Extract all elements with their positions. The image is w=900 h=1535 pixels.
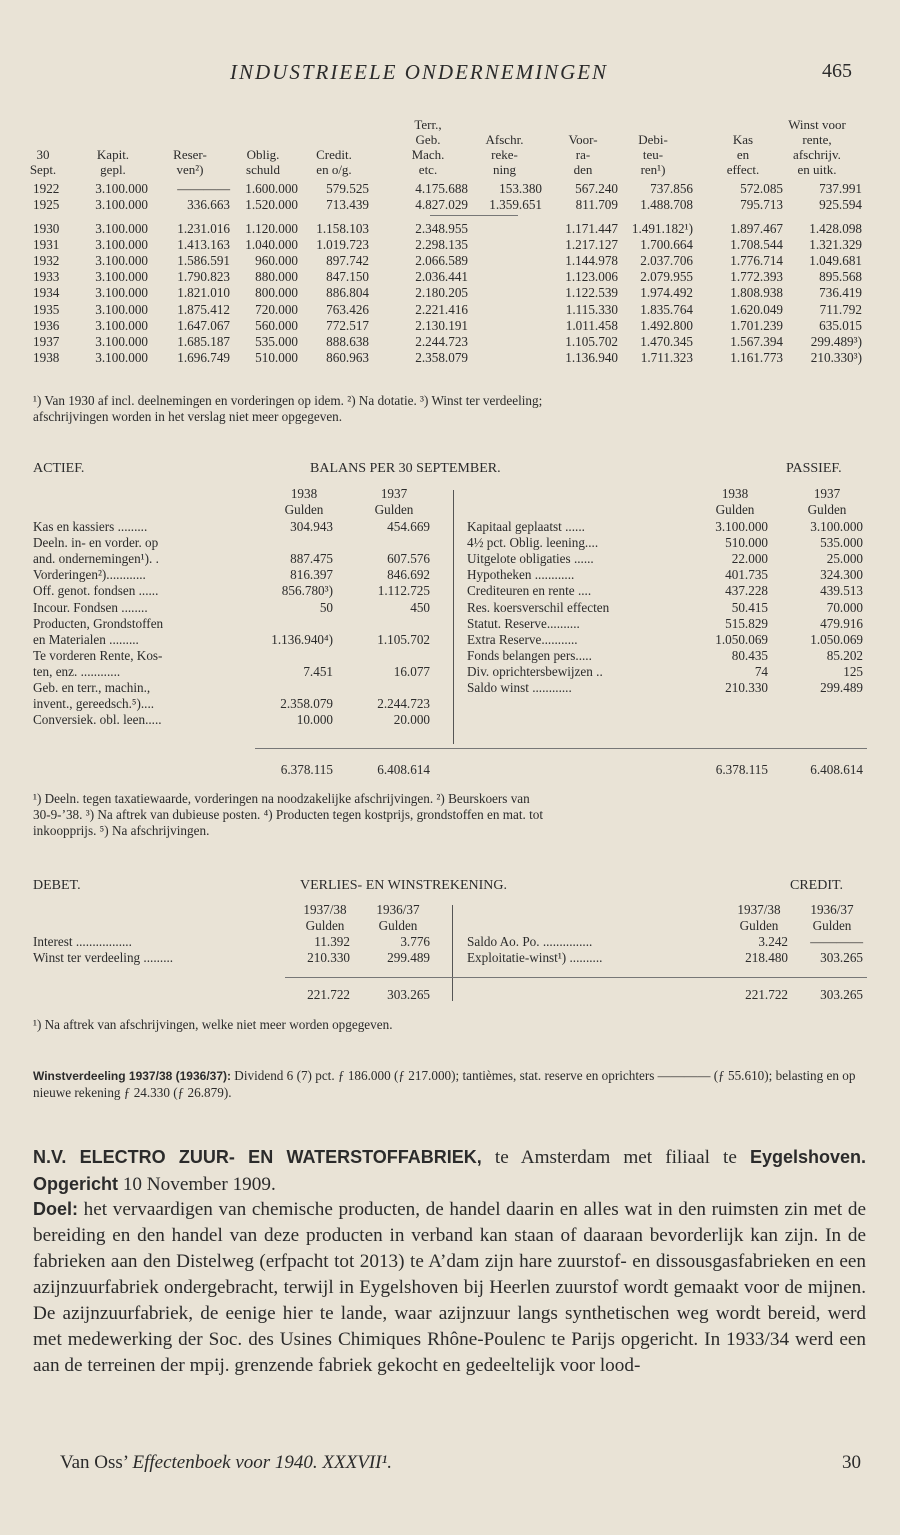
wv-unit-a-right: Gulden — [739, 918, 779, 933]
balans-year-a-right: 1938 — [721, 486, 749, 501]
balans-year-b-left: 1937 — [380, 486, 408, 501]
actief-total-b: 6.408.614 — [377, 762, 430, 777]
table-row-b-cell: 1.040.000 — [245, 237, 298, 253]
table-row-b-cell: 1.835.764 — [640, 301, 693, 317]
actief-row-value-a: 50 — [319, 599, 333, 615]
table-header-cell: gepl. — [100, 162, 126, 177]
footer-book — [60, 1452, 392, 1474]
balans-footnote-1: ¹) Deeln. tegen taxatiewaarde, vorderingen na noodzakelijke afschrijvingen. ²) Beurskoers van — [33, 791, 530, 806]
table-row-a-cell: 713.439 — [326, 197, 369, 213]
actief-row-label: en Materialen ......... — [33, 631, 139, 647]
table-row-a-cell: 3.100.000 — [95, 181, 148, 196]
passief-row-value-a: 210.330 — [725, 680, 768, 695]
balans-unit-b-left: Gulden — [374, 502, 414, 517]
actief-row-value-a: 7.451 — [303, 663, 333, 679]
table-row-b-year: 1936 — [33, 317, 60, 333]
passief-row-value-a: 50.415 — [731, 599, 768, 615]
passief-row-label: Fonds belangen pers..... — [467, 647, 592, 663]
balans-passief-title: PASSIEF. — [786, 461, 842, 476]
table-header-cell: Mach. — [411, 147, 445, 162]
debet-row-label: Interest ................. — [33, 934, 132, 949]
table-row-b-cell: 763.426 — [326, 301, 369, 317]
table-row-a-cell: 1.359.651 — [489, 197, 542, 213]
table-row-b-cell: 1.776.714 — [730, 253, 783, 269]
table-row-b-cell: 1.567.394 — [730, 333, 783, 349]
winstverdeeling-text: Dividend 6 (7) pct. ƒ 186.000 (ƒ 217.000); tantièmes, stat. reserve en oprichters ———— (ƒ 55.610); belasting en op nieuwe rekening ƒ 24.330 (ƒ 26.879). — [33, 1068, 856, 1100]
opgericht-label: Opgericht — [33, 1174, 119, 1194]
table-row-b-cell: 635.015 — [819, 317, 862, 333]
debet-row-value-a: 11.392 — [314, 934, 350, 949]
actief-row-label: Conversiek. obl. leen..... — [33, 712, 162, 728]
table-row-b-year: 1938 — [33, 349, 60, 365]
table-row-b-cell: 3.100.000 — [95, 317, 148, 333]
actief-row-value-b: 846.692 — [387, 567, 430, 583]
actief-row-value-b: 20.000 — [393, 712, 430, 728]
table-header-cell: den — [573, 162, 593, 177]
passief-row-label: 4½ pct. Oblig. leening.... — [467, 535, 599, 551]
table-row-a-cell: 737.991 — [819, 181, 862, 196]
debet-row-label: Winst ter verdeeling ......... — [33, 950, 174, 966]
table-row-b-cell: 1.701.239 — [730, 317, 783, 333]
passief-total-b: 6.408.614 — [810, 762, 863, 777]
table-row-b-cell: 1.772.393 — [730, 269, 783, 285]
wv-year-b-left: 1936/37 — [376, 902, 420, 917]
passief-row-value-a: 3.100.000 — [715, 519, 768, 534]
table-header-cell: Geb. — [415, 132, 441, 147]
table-row-b-cell: 1.105.702 — [565, 333, 618, 349]
actief-row-value-b: 2.244.723 — [377, 696, 430, 712]
table-header-cell: en — [736, 147, 750, 162]
balans-total-rule — [255, 748, 867, 749]
table-header-cell: Terr., — [414, 117, 442, 132]
actief-row-value-a: 1.136.940⁴) — [271, 631, 333, 647]
actief-row-label: invent., gereedsch.⁵).... — [33, 696, 155, 712]
table-footnote-1: ¹) Van 1930 af incl. deelnemingen en vorderingen op idem. ²) Na dotatie. ³) Winst ter verdeeling; — [33, 393, 543, 408]
balans-year-a-left: 1938 — [290, 486, 318, 501]
table-header-cell: teu- — [642, 147, 664, 162]
table-row-b-cell: 711.792 — [819, 301, 862, 317]
actief-row-label: and. ondernemingen¹). . — [33, 551, 159, 567]
wv-year-a-right: 1937/38 — [737, 902, 781, 917]
opgericht-date: 10 November 1909. — [118, 1174, 276, 1195]
debet-row-value-b: 299.489 — [387, 950, 430, 966]
table-row-b-cell: 2.180.205 — [415, 285, 468, 301]
table-row-b-cell: 299.489³) — [810, 333, 862, 349]
table-header-cell: Voor- — [568, 132, 598, 147]
table-row-b-cell: 1.711.323 — [640, 349, 693, 365]
table-bracket-rule — [430, 215, 518, 216]
table-header-cell: etc. — [418, 162, 438, 177]
table-row-b-cell: 535.000 — [255, 333, 298, 349]
footer-book-title: Effectenboek voor 1940. XXXVII¹. — [132, 1452, 392, 1473]
table-row-b-cell: 897.742 — [326, 253, 369, 269]
table-row-b-cell: 2.221.416 — [415, 301, 468, 317]
credit-row-label: Exploitatie-winst¹) .......... — [467, 950, 603, 966]
wv-unit-b-left: Gulden — [378, 918, 418, 933]
balans-year-b-right: 1937 — [813, 486, 841, 501]
credit-total-a: 221.722 — [745, 987, 788, 1002]
passief-row-value-b: 1.050.069 — [810, 631, 863, 647]
actief-row-value-b: 1.105.702 — [377, 631, 430, 647]
wv-year-a-left: 1937/38 — [303, 902, 347, 917]
table-row-a-cell: ———— — [177, 181, 230, 196]
table-row-a-year: 1925 — [33, 197, 60, 213]
table-header-cell: Oblig. — [246, 147, 280, 162]
debet-row-value-a: 210.330 — [307, 950, 350, 966]
table-row-b-cell: 3.100.000 — [95, 237, 148, 253]
table-row-b-cell: 1.122.539 — [565, 285, 618, 301]
passief-row-label: Div. oprichtersbewijzen .. — [467, 663, 603, 679]
passief-row-label: Kapitaal geplaatst ...... — [467, 519, 585, 534]
table-row-b-cell: 895.568 — [819, 269, 862, 285]
actief-row-label: Off. genot. fondsen ...... — [33, 583, 159, 599]
passief-row-value-a: 510.000 — [725, 535, 768, 551]
table-row-b-cell: 886.804 — [326, 285, 369, 301]
passief-row-value-b: 25.000 — [826, 551, 863, 567]
table-row-b-cell: 1.491.182¹) — [631, 221, 693, 236]
table-row-b-cell: 1.875.412 — [177, 301, 230, 317]
passief-row-label: Extra Reserve........... — [467, 631, 578, 647]
table-row-b-cell: 1.049.681 — [809, 253, 862, 269]
table-row-b-cell: 1.808.938 — [730, 285, 783, 301]
table-row-b-cell: 960.000 — [255, 253, 298, 269]
balans-unit-a-right: Gulden — [715, 502, 755, 517]
passief-row-value-b: 85.202 — [826, 647, 863, 663]
actief-total-a: 6.378.115 — [280, 762, 333, 777]
table-row-b-year: 1935 — [33, 301, 60, 317]
passief-row-label: Uitgelote obligaties ...... — [467, 551, 594, 567]
table-row-b-year: 1933 — [33, 269, 60, 285]
table-row-b-cell: 3.100.000 — [95, 333, 148, 349]
passief-row-label: Crediteuren en rente .... — [467, 583, 592, 599]
table-row-b-cell: 2.298.135 — [415, 237, 468, 253]
table-row-b-cell: 1.217.127 — [565, 237, 618, 253]
table-row-b-cell: 1.700.664 — [640, 237, 693, 253]
table-row-b-cell: 1.790.823 — [177, 269, 230, 285]
table-row-a-cell: 1.520.000 — [245, 197, 298, 213]
table-row-a-cell: 336.663 — [187, 197, 230, 213]
wv-divider — [452, 905, 453, 1001]
debet-row-value-b: 3.776 — [400, 934, 430, 949]
footer-book-prefix: Van Oss’ — [60, 1452, 133, 1473]
table-row-a-cell: 4.827.029 — [415, 197, 468, 213]
credit-row-value-b: ———— — [810, 934, 863, 949]
wv-unit-b-right: Gulden — [812, 918, 852, 933]
passief-row-value-a: 22.000 — [731, 551, 768, 567]
table-row-b-cell: 1.974.492 — [640, 285, 693, 301]
table-row-b-cell: 1.144.978 — [565, 253, 618, 269]
debet-total-a: 221.722 — [307, 987, 350, 1002]
table-row-b-cell: 2.036.441 — [415, 269, 468, 285]
passief-row-value-a: 80.435 — [731, 647, 768, 663]
winstverdeeling-label: Winstverdeeling 1937/38 (1936/37): — [33, 1069, 231, 1083]
debet-total-b: 303.265 — [387, 987, 430, 1002]
actief-row-value-b: 450 — [410, 599, 430, 615]
passief-row-value-a: 401.735 — [725, 567, 768, 583]
table-header-cell: ren¹) — [640, 162, 666, 177]
table-row-b-cell: 3.100.000 — [95, 349, 148, 365]
table-row-b-cell: 1.123.006 — [565, 269, 618, 285]
actief-row-value-a: 10.000 — [296, 712, 333, 728]
table-header-cell: Kas — [732, 132, 754, 147]
passief-row-label: Saldo winst ............ — [467, 680, 572, 695]
company-location: te Amsterdam met filiaal te — [481, 1147, 750, 1168]
table-row-b-cell: 860.963 — [326, 349, 369, 365]
balans-unit-a-left: Gulden — [284, 502, 324, 517]
actief-row-value-b: 607.576 — [387, 551, 430, 567]
actief-row-label: Producten, Grondstoffen — [33, 615, 164, 631]
table-header-cell: 30 — [36, 147, 50, 162]
table-row-b-cell: 1.897.467 — [730, 221, 783, 236]
table-row-b-year: 1930 — [33, 221, 60, 236]
passief-row-value-a: 437.228 — [725, 583, 768, 599]
passief-row-value-b: 3.100.000 — [810, 519, 863, 534]
table-header-cell: ra- — [575, 147, 591, 162]
table-row-b-cell: 2.244.723 — [415, 333, 468, 349]
table-header-cell: Reser- — [173, 147, 207, 162]
doel-text: het vervaardigen van chemische producten, de handel daarin en alles wat in den ruimsten zin met de bereiding en den handel van deze producten in verband kan staan of daaraan bevorderlijk kan zijn. In de fabrieken aan den Distelweg (erfpacht tot 2013) te A’dam zijn hare zuurstof- en dissousgasfabrieken en een azijnzuurfabriek ondergebracht, terwijl in Eygelshoven bij Heerlen zuurstof wordt gemaakt voor de mijnen. De azijnzuurfabriek, de eenige hier te lande, waar azijnzuur langs synthetischen weg wordt bereid, werd met medewerking der Soc. des Usines Chimiques Rhône-Poulenc te Parijs opgericht. In 1933/34 werd een aan de terreinen der mpij. grenzende fabriek gekocht en gedeeltelijk voor lood- — [33, 1199, 866, 1376]
credit-row-value-b: 303.265 — [820, 950, 863, 966]
table-row-b-cell: 1.231.016 — [177, 221, 230, 236]
table-header-cell: ning — [492, 162, 517, 177]
page-number: 465 — [822, 60, 852, 82]
table-row-b-cell: 1.011.458 — [565, 317, 618, 333]
table-row-b-cell: 1.161.773 — [730, 349, 783, 365]
actief-row-label: Geb. en terr., machin., — [33, 680, 151, 695]
actief-row-label: Deeln. in- en vorder. op — [33, 535, 159, 551]
table-row-b-cell: 847.150 — [326, 269, 369, 285]
passief-row-value-b: 70.000 — [826, 599, 863, 615]
table-row-b-cell: 3.100.000 — [95, 285, 148, 301]
table-row-a-cell: 579.525 — [326, 181, 369, 196]
table-row-a-cell: 4.175.688 — [415, 181, 468, 196]
table-row-a-cell: 1.488.708 — [640, 197, 693, 213]
table-row-b-cell: 772.517 — [326, 317, 369, 333]
table-row-b-cell: 1.019.723 — [316, 237, 369, 253]
table-header-cell: Winst voor — [788, 117, 846, 132]
table-header-cell: Debi- — [638, 132, 668, 147]
actief-row-label: Kas en kassiers ......... — [33, 519, 148, 534]
credit-row-value-a: 218.480 — [745, 950, 788, 966]
table-header-cell: rente, — [802, 132, 832, 147]
wv-total-rule — [285, 977, 867, 978]
table-row-a-cell: 3.100.000 — [95, 197, 148, 213]
table-row-b-cell: 1.171.447 — [565, 221, 618, 236]
wv-year-b-right: 1936/37 — [810, 902, 854, 917]
table-row-b-cell: 1.821.010 — [177, 285, 230, 301]
table-header-cell: ven²) — [176, 162, 204, 177]
table-row-b-cell: 3.100.000 — [95, 269, 148, 285]
balans-actief-title: ACTIEF. — [33, 461, 85, 476]
table-footnote-2: afschrijvingen worden in het verslag niet meer opgegeven. — [33, 409, 343, 424]
actief-row-value-a: 304.943 — [290, 519, 333, 534]
table-row-b-cell: 800.000 — [255, 285, 298, 301]
company-doel — [33, 1196, 866, 1379]
table-row-b-year: 1934 — [33, 285, 60, 301]
balans-divider — [453, 490, 454, 744]
table-row-a-cell: 811.709 — [575, 197, 618, 213]
wv-credit-title: CREDIT. — [790, 878, 844, 893]
actief-row-value-b: 454.669 — [387, 519, 430, 534]
doel-label: Doel: — [33, 1199, 78, 1219]
table-row-b-cell: 2.079.955 — [640, 269, 693, 285]
passief-row-label: Hypotheken ............ — [467, 567, 575, 583]
table-row-b-cell: 3.100.000 — [95, 221, 148, 236]
footer-number: 30 — [842, 1452, 861, 1473]
table-row-b-cell: 720.000 — [255, 301, 298, 317]
table-row-b-cell: 736.419 — [819, 285, 862, 301]
table-row-a-cell: 153.380 — [499, 181, 542, 196]
table-row-b-cell: 560.000 — [255, 317, 298, 333]
table-row-a-year: 1922 — [33, 181, 60, 196]
page-header-title: INDUSTRIEELE ONDERNEMINGEN — [230, 60, 609, 84]
passief-row-label: Statut. Reserve.......... — [467, 615, 580, 631]
passief-row-value-a: 1.050.069 — [715, 631, 768, 647]
actief-row-value-b: 16.077 — [393, 663, 430, 679]
passief-row-value-a: 515.829 — [725, 615, 768, 631]
table-row-b-cell: 1.685.187 — [177, 333, 230, 349]
table-row-b-cell: 1.492.800 — [640, 317, 693, 333]
table-row-b-cell: 1.120.000 — [245, 221, 298, 236]
passief-total-a: 6.378.115 — [715, 762, 768, 777]
table-row-b-cell: 1.620.049 — [730, 301, 783, 317]
table-row-b-cell: 2.358.079 — [415, 349, 468, 365]
company-intro — [33, 1144, 866, 1198]
table-row-b-year: 1931 — [33, 237, 60, 253]
table-header-cell: schuld — [246, 162, 280, 177]
table-row-b-cell: 510.000 — [255, 349, 298, 365]
balans-footnote-3: inkoopprijs. ⁵) Na afschrijvingen. — [33, 823, 210, 838]
table-header-cell: Kapit. — [96, 147, 130, 162]
balans-unit-b-right: Gulden — [807, 502, 847, 517]
actief-row-value-b: 1.112.725 — [377, 583, 430, 599]
table-row-b-cell: 888.638 — [326, 333, 369, 349]
table-row-a-cell: 925.594 — [819, 197, 862, 213]
table-row-b-cell: 1.136.940 — [565, 349, 618, 365]
passief-row-value-a: 74 — [754, 663, 768, 679]
table-row-b-year: 1937 — [33, 333, 60, 349]
table-row-b-cell: 1.586.591 — [177, 253, 230, 269]
passief-row-value-b: 324.300 — [820, 567, 863, 583]
table-header-cell: Afschr. — [485, 132, 524, 147]
passief-row-value-b: 535.000 — [820, 535, 863, 551]
actief-row-value-a: 816.397 — [290, 567, 333, 583]
balans-title: BALANS PER 30 SEPTEMBER. — [310, 461, 501, 476]
table-row-b-cell: 1.696.749 — [177, 349, 230, 365]
table-row-b-cell: 1.115.330 — [565, 301, 618, 317]
passief-row-value-b: 125 — [843, 663, 863, 679]
table-row-b-cell: 1.647.067 — [177, 317, 230, 333]
actief-row-value-a: 856.780³) — [281, 583, 333, 599]
table-row-b-cell: 2.066.589 — [415, 253, 468, 269]
table-row-b-year: 1932 — [33, 253, 60, 269]
table-row-b-cell: 1.321.329 — [809, 237, 862, 253]
table-row-b-cell: 2.348.955 — [415, 221, 468, 236]
passief-row-value-b: 479.916 — [820, 615, 863, 631]
table-row-b-cell: 3.100.000 — [95, 301, 148, 317]
table-row-b-cell: 1.158.103 — [316, 221, 369, 236]
table-row-b-cell: 3.100.000 — [95, 253, 148, 269]
actief-row-label: ten, enz. ............ — [33, 663, 121, 679]
table-header-cell: en uitk. — [797, 162, 837, 177]
table-row-b-cell: 2.130.191 — [415, 317, 468, 333]
table-header-cell: en o/g. — [316, 162, 352, 177]
table-row-b-cell: 2.037.706 — [640, 253, 693, 269]
credit-row-value-a: 3.242 — [758, 934, 788, 949]
company-name: N.V. ELECTRO ZUUR- EN WATERSTOFFABRIEK, — [33, 1147, 482, 1167]
company-branch: Eygelshoven. — [749, 1147, 866, 1167]
table-row-b-cell: 1.708.544 — [730, 237, 783, 253]
table-header-cell: reke- — [491, 147, 518, 162]
actief-row-label: Vorderingen²)............ — [33, 567, 146, 583]
passief-row-label: Res. koersverschil effecten — [467, 599, 610, 615]
actief-row-label: Te vorderen Rente, Kos- — [33, 647, 163, 663]
actief-row-value-a: 2.358.079 — [280, 696, 333, 712]
passief-row-value-b: 439.513 — [820, 583, 863, 599]
wv-footnote: ¹) Na aftrek van afschrijvingen, welke niet meer worden opgegeven. — [33, 1017, 393, 1032]
wv-debet-title: DEBET. — [33, 878, 81, 893]
credit-row-label: Saldo Ao. Po. ............... — [467, 934, 593, 949]
table-row-a-cell: 572.085 — [740, 181, 783, 196]
credit-total-b: 303.265 — [820, 987, 863, 1002]
table-row-b-cell: 210.330³) — [810, 349, 862, 365]
actief-row-label: Incour. Fondsen ........ — [33, 599, 148, 615]
table-row-b-cell: 1.470.345 — [640, 333, 693, 349]
table-row-a-cell: 737.856 — [650, 181, 693, 196]
actief-row-value-a: 887.475 — [290, 551, 333, 567]
passief-row-value-b: 299.489 — [820, 680, 863, 695]
winstverdeeling — [33, 1068, 866, 1101]
table-row-a-cell: 567.240 — [575, 181, 618, 196]
wv-title: VERLIES- EN WINSTREKENING. — [300, 878, 507, 893]
table-header-cell: Sept. — [29, 162, 57, 177]
table-row-a-cell: 795.713 — [740, 197, 783, 213]
table-header-cell: afschrijv. — [793, 147, 841, 162]
balans-footnote-2: 30-9-’38. ³) Na aftrek van dubieuse posten. ⁴) Producten tegen kostprijs, grondstoffen en mat. tot — [33, 807, 544, 822]
table-row-a-cell: 1.600.000 — [245, 181, 298, 196]
table-row-b-cell: 1.428.098 — [809, 221, 862, 236]
wv-unit-a-left: Gulden — [305, 918, 345, 933]
table-row-b-cell: 880.000 — [255, 269, 298, 285]
table-row-b-cell: 1.413.163 — [177, 237, 230, 253]
table-header-cell: Credit. — [316, 147, 352, 162]
table-header-cell: effect. — [726, 162, 760, 177]
